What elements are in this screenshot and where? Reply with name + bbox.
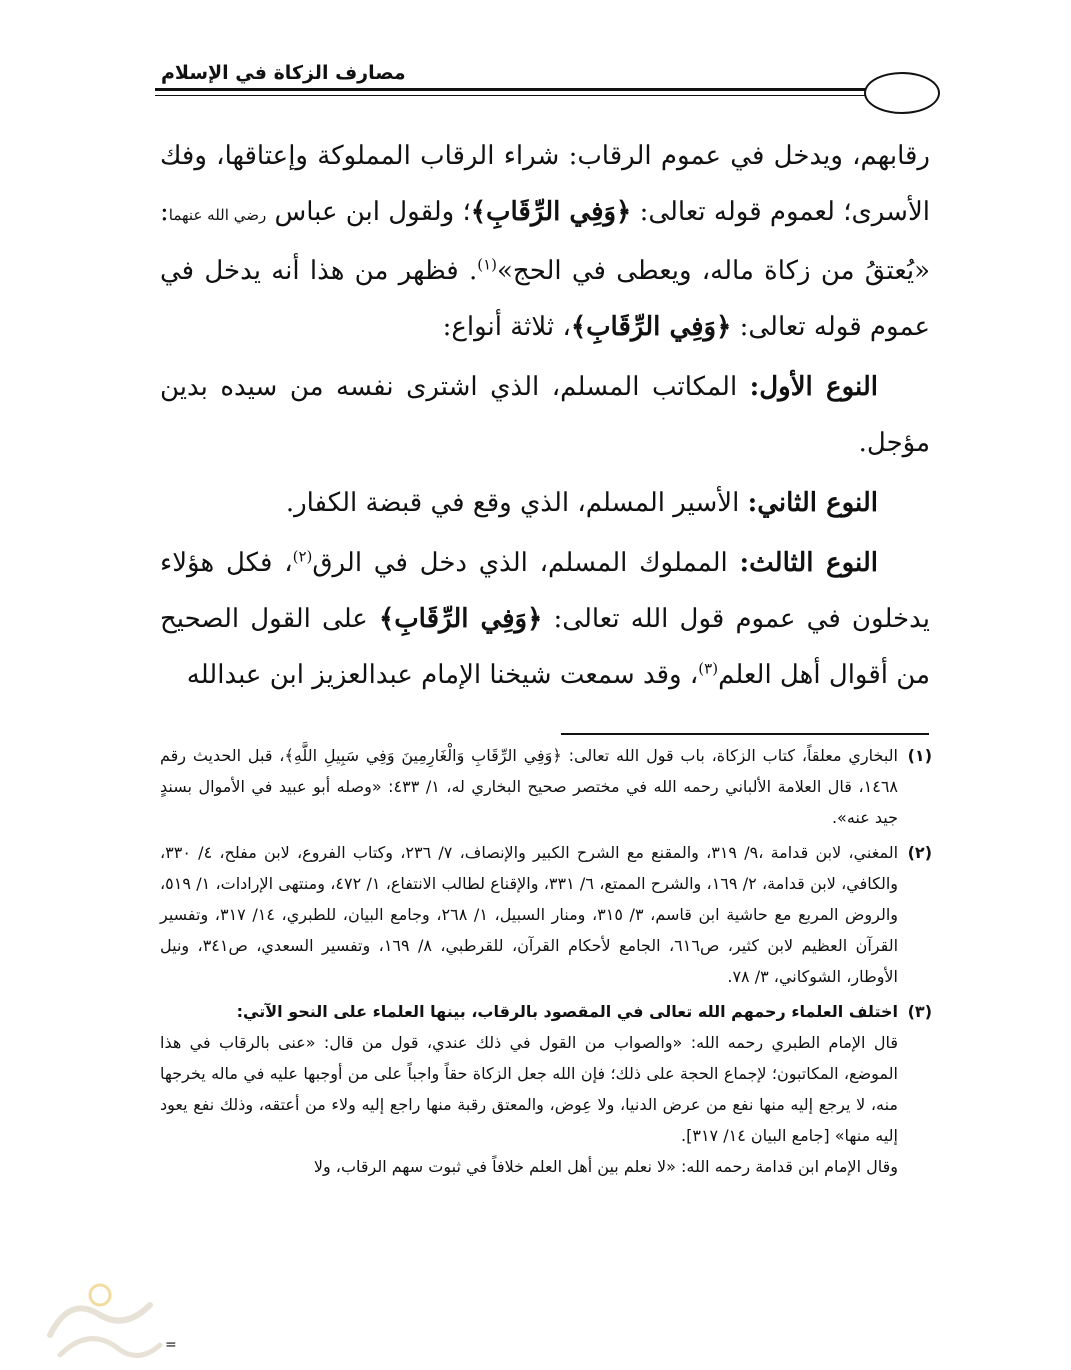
footnote-separator	[561, 733, 929, 735]
text-span: ، ثلاثة أنواع:	[442, 312, 571, 342]
footnote-number: (١)	[907, 746, 932, 765]
quran-verse: ﴿وَفِي الرِّقَابِ﴾	[570, 312, 732, 342]
page-header	[155, 40, 940, 120]
text-span: الأسير المسلم، الذي وقع في قبضة الكفار.	[285, 488, 748, 518]
paragraph-type-1	[160, 359, 930, 471]
text-span: المكاتب المسلم، الذي اشترى نفسه من سيده بدين مؤجل.	[160, 372, 930, 458]
type-label: النوع الثالث:	[739, 548, 878, 578]
footnote-ref[interactable]: (٣)	[698, 659, 719, 678]
type-label: النوع الثاني:	[747, 488, 878, 518]
footnote-text: البخاري معلقاً، كتاب الزكاة، باب قول الله تعالى: ﴿وَفِي الرِّقَابِ وَالْغَارِمِينَ وَفِي سَبِيلِ اللَّهِ﴾، قبل الحديث رقم ١٤٦٨، قال العلامة الألباني رحمه الله في مختصر صحيح البخاري له، ١/ ٤٣٣: «وصله أبو عبيد في الأموال بسندٍ جيد عنه».	[160, 746, 898, 827]
footnote-text: المغني، لابن قدامة ،٩/ ٣١٩، والمقنع مع الشرح الكبير والإنصاف، ٧/ ٢٣٦، وكتاب الفروع، لابن مفلح، ٤/ ٣٣٠، والكافي، لابن قدامة، ٢/ ١٦٩، والشرح الممتع، ٦/ ٣٣١، والإقناع لطالب الانتفاع، ١/ ٤٧٢، ومنتهى الإرادات، ١/ ٥١٩، والروض المربع مع حاشية ابن قاسم، ٣/ ٣١٥، ومنار السبيل، ١/ ٢٦٨، وجامع البيان، للطبري، ١٤/ ٣١٧، وتفسير القرآن العظيم لابن كثير، ص٦١٦، الجامع لأحكام القرآن، للقرطبي، ٨/ ١٦٩، وتفسير السعدي، ص٣٤١، ونيل الأوطار، الشوكاني، ٣/ ٧٨.	[160, 843, 899, 986]
type-label: النوع الأول:	[749, 372, 878, 402]
paragraph-intro	[160, 128, 930, 355]
header-rule-thick	[155, 88, 867, 91]
page-number-oval	[864, 72, 940, 114]
text-span: . فظهر من هذا أنه يدخل في عموم قوله تعالى:	[160, 256, 930, 342]
quran-verse: ﴿وَفِي الرِّقَابِ﴾	[470, 197, 632, 227]
footnotes	[160, 740, 932, 1186]
header-rule-thin	[155, 95, 867, 96]
footnote-ref[interactable]: (١)	[477, 255, 498, 274]
quran-verse: ﴿وَفِي الرِّقَابِ﴾	[378, 604, 543, 634]
watermark-logo-icon	[30, 1275, 170, 1365]
text-span: المملوك المسلم، الذي دخل في الرق	[312, 548, 740, 578]
running-title: مصارف الزكاة في الإسلام	[161, 62, 406, 84]
text-span: رقابهم، ويدخل في عموم الرقاب: شراء الرقاب المملوكة وإعتاقها، وفك الأسرى؛ لعموم قوله تعالى:	[160, 141, 930, 227]
footnote-3	[160, 996, 932, 1182]
text-span: ، وقد سمعت شيخنا الإمام عبدالعزيز ابن عبدالله	[186, 660, 699, 690]
footnote-number: (٣)	[907, 1002, 932, 1021]
footnote-1	[160, 740, 932, 833]
text-span: ، فكل هؤلاء يدخلون في عموم قول الله تعالى:	[160, 548, 931, 634]
quote: : «يُعتقُ من زكاة ماله، ويعطى في الحج»	[160, 197, 931, 286]
footnote-heading: اختلف العلماء رحمهم الله تعالى في المقصود بالرقاب، بينها العلماء على النحو الآتي:	[236, 1002, 898, 1021]
paragraph-type-3	[160, 535, 930, 703]
footnote-ref[interactable]: (٢)	[292, 547, 313, 566]
honorific: رضي الله عنهما	[168, 206, 267, 224]
footnote-paragraph: وقال الإمام ابن قدامة رحمه الله: «لا نعلم بين أهل العلم خلافاً في ثبوت سهم الرقاب، ولا	[313, 1157, 898, 1176]
main-text	[160, 128, 930, 703]
paragraph-type-2	[160, 475, 930, 531]
footnote-number: (٢)	[907, 843, 932, 862]
text-span: ؛ ولقول ابن عباس	[266, 197, 471, 227]
footnote-2	[160, 837, 932, 992]
text-span: على القول الصحيح من أقوال أهل العلم	[160, 604, 930, 690]
continuation-mark: =	[165, 1337, 177, 1353]
footnote-paragraph: قال الإمام الطبري رحمه الله: «والصواب من القول في ذلك عندي، قول من قال: «عنى بالرقاب في هذا الموضع، المكاتبون؛ لإجماع الحجة على ذلك؛ فإن الله جعل الزكاة حقاً واجباً على من أوجبها عليه في ماله يخرجها منه، لا يرجع إليه منها نفع من عرض الدنيا، ولا عِوض، والمعتق رقبة منها راجع إليه ولاء من أعتقه، وذلك نفع يعود إليه منها» [جامع البيان ١٤/ ٣١٧].	[160, 1033, 898, 1145]
